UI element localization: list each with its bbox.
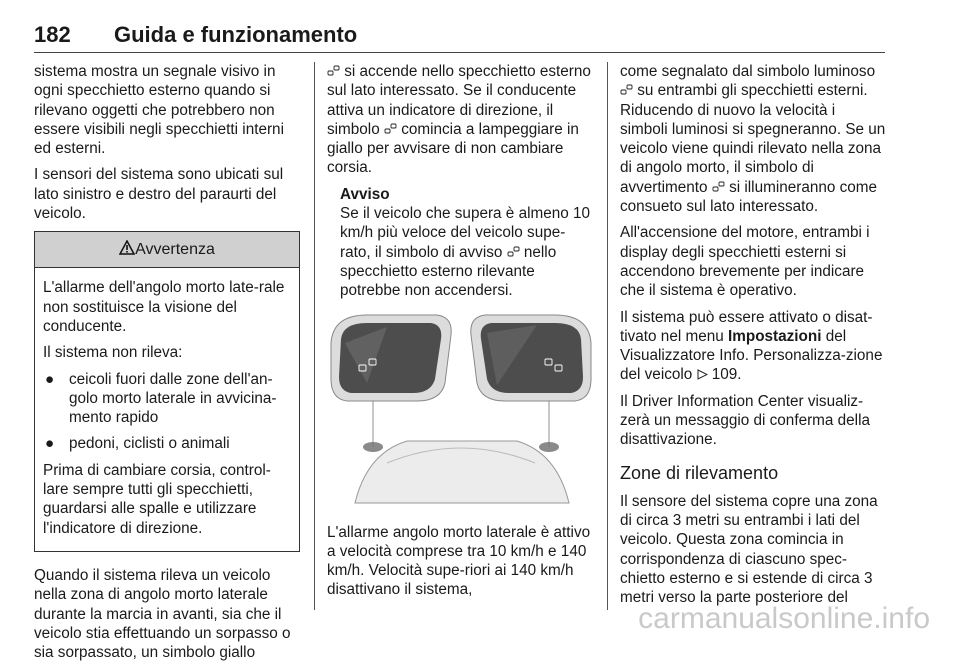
column-3 bbox=[620, 62, 886, 614]
note-title: Avviso bbox=[340, 185, 390, 203]
paragraph bbox=[620, 62, 886, 216]
bullet-text: ceicoli fuori dalle zone dell'an-golo morto laterale in avvicina-mento rapido bbox=[69, 370, 277, 427]
car-mirrors-image bbox=[327, 313, 595, 513]
paragraph bbox=[327, 62, 595, 178]
paragraph: L'allarme angolo morto laterale è attivo a velocità comprese tra 10 km/h e 140 km/h. Velocità supe-riori ai 140 km/h disattivano il sistema, bbox=[327, 523, 591, 599]
note-block bbox=[327, 185, 595, 301]
paragraph: Il Driver Information Center visualiz-zerà un messaggio di conferma della disattivazione. bbox=[620, 392, 870, 449]
paragraph-text: si illumineranno come consueto sul lato interessato. bbox=[620, 178, 878, 216]
bullet-item bbox=[43, 434, 291, 453]
warning-triangle-icon bbox=[119, 240, 135, 255]
warning-body bbox=[35, 268, 299, 551]
blind-spot-car-icon bbox=[620, 84, 633, 95]
paragraph-text: del Visualizzatore Info. Personalizza-zione del veicolo bbox=[620, 327, 883, 384]
page-reference: 109. bbox=[711, 366, 742, 384]
watermark: carmanualsonline.info bbox=[638, 602, 930, 635]
warning-header bbox=[35, 232, 299, 268]
mirror-illustration bbox=[327, 313, 595, 513]
bullet-text: pedoni, ciclisti o animali bbox=[69, 435, 230, 453]
note-text bbox=[340, 204, 595, 300]
paragraph: I sensori del sistema sono ubicati sul lato sinistro e destro del paraurti del veicolo. bbox=[34, 166, 284, 223]
blind-spot-car-icon bbox=[327, 65, 340, 76]
warning-box bbox=[34, 231, 300, 552]
bullet-item bbox=[43, 370, 291, 428]
column-divider bbox=[607, 62, 608, 610]
column-1 bbox=[34, 62, 300, 669]
bullet-dot-icon: ● bbox=[45, 370, 55, 388]
blind-spot-car-icon bbox=[507, 246, 520, 257]
paragraph-text: su entrambi gli specchietti esterni. Riducendo di nuovo la velocità i simboli luminosi si spegneranno. Se un veicolo viene quindi rilevato nella zona di angolo morto, il simbolo di avvertimento bbox=[620, 82, 886, 196]
running-title: Guida e funzionamento bbox=[114, 22, 358, 47]
warning-text: L'allarme dell'angolo morto late-rale non sostituisce la visione del conducente. bbox=[43, 279, 285, 335]
blind-spot-car-icon bbox=[384, 123, 397, 134]
menu-name: Impostazioni bbox=[728, 327, 822, 345]
paragraph-text: come segnalato dal simbolo luminoso bbox=[620, 63, 876, 80]
bullet-dot-icon: ● bbox=[45, 435, 55, 453]
paragraph-text: Il sistema può essere attivato o disat-tivato nel menu bbox=[620, 308, 873, 345]
note-text-part: Se il veicolo che supera è almeno 10 km/h più veloce del veicolo supe-rato, il simbolo di avviso bbox=[340, 205, 591, 261]
paragraph-text: si accende nello specchietto esterno sul lato interessato. Se il conducente attiva un indicatore di direzione, il simbolo bbox=[327, 63, 591, 138]
warning-title: Avvertenza bbox=[135, 241, 215, 259]
column-divider bbox=[314, 62, 315, 610]
paragraph: sistema mostra un segnale visivo in ogni specchietto esterno quando si rilevano oggetti che potrebbero non essere visibili negli specchietti interni ed esterni. bbox=[34, 63, 284, 158]
paragraph: All'accensione del motore, entrambi i display degli specchietti esterni si accendono brevemente per indicare che il sistema è operativo. bbox=[620, 224, 870, 300]
section-title: Zone di rilevamento bbox=[620, 462, 779, 483]
page-reference-arrow-icon bbox=[697, 369, 708, 380]
paragraph: Quando il sistema rileva un veicolo nella zona di angolo morto laterale durante la marcia in avanti, sia che il veicolo stia effettuando un sorpasso o sia sorpassato, un simbolo giallo bbox=[34, 566, 291, 662]
paragraph bbox=[620, 308, 886, 385]
column-2 bbox=[327, 62, 595, 607]
paragraph: Il sensore del sistema copre una zona di circa 3 metri su entrambi i lati del veicolo. Questa zona comincia in corrispondenza di ciascuno spec-chietto esterno e si estende di circa 3 metri verso la parte posteriore del bbox=[620, 492, 878, 607]
page-header bbox=[34, 22, 885, 53]
page-number: 182 bbox=[34, 22, 71, 47]
warning-text: Prima di cambiare corsia, control-lare sempre tutti gli specchietti, guardarsi alle spalle e utilizzare l'indicatore di direzione. bbox=[43, 461, 271, 537]
blind-spot-car-icon bbox=[712, 181, 725, 192]
paragraph-text: comincia a lampeggiare in giallo per avvisare di non cambiare corsia. bbox=[327, 120, 579, 177]
warning-text: Il sistema non rileva: bbox=[43, 344, 183, 362]
note-text-part: nello specchietto esterno rilevante potrebbe non accendersi. bbox=[340, 243, 557, 300]
